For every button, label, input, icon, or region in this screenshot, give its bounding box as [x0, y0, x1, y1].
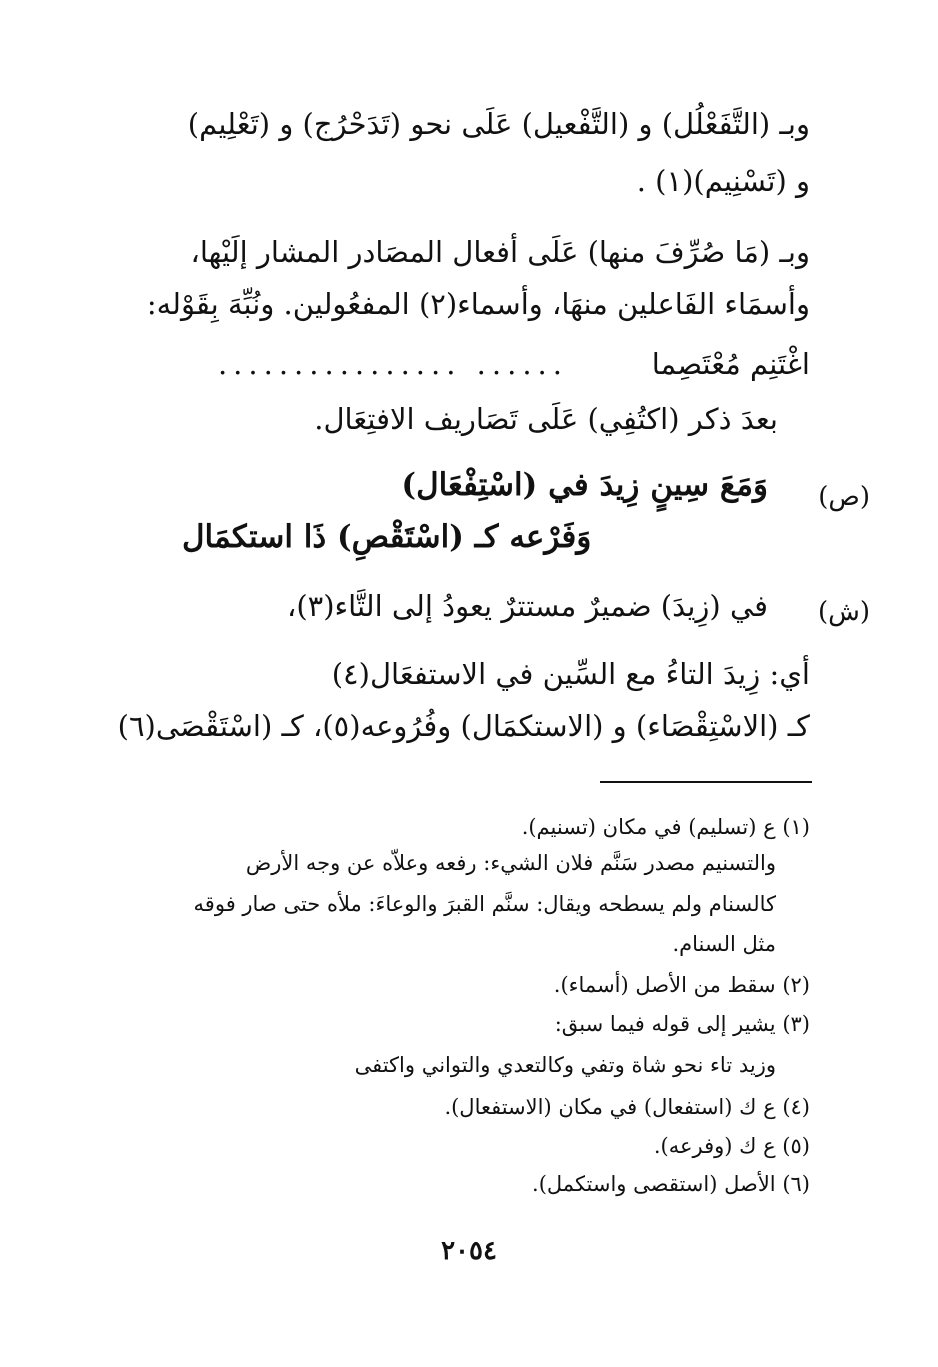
- footnote: (٤) ع ك (استفعال) في مكان (الاستفعال).: [444, 1095, 810, 1119]
- footnote: (٢) سقط من الأصل (أسماء).: [553, 973, 810, 997]
- text-line: وبـ (التَّفَعْلُل) و (التَّفْعيل) عَلَى نحو (تَدَحْرُج) و (تَعْلِيم): [187, 107, 810, 141]
- text-line: كـ (الاسْتِقْصَاء) و (الاستكمَال) وفُرُوعه(٥)، كـ (اسْتَقْصَى(٦): [117, 709, 810, 743]
- verse-line: وَمَعَ سِينٍ زِيدَ في (اسْتِفْعَال): [401, 467, 768, 503]
- verse-line: وَفَرْعه كـ (اسْتَقْصِ) ذَا استكمَال: [182, 519, 592, 555]
- page-number: ٢٠٥٤: [441, 1236, 497, 1266]
- footnote-continuation: كالسنام ولم يسطحه ويقال: سنَّم القبرَ والوعاءَ: ملأه حتى صار فوقه: [193, 892, 776, 916]
- footnote-divider: [600, 781, 812, 783]
- matn-marker: (ص): [818, 482, 870, 512]
- text-line: وأسمَاء الفَاعلين منهَا، وأسماء(٢) المفعُولين. ونُبِّهَ بِقَوْله:: [146, 287, 810, 321]
- text-line: و (تَسْنِيم)(١) .: [636, 164, 810, 198]
- text-line: بعدَ ذكر (اكتُفِي) عَلَى تَصَاريف الافتِعَال.: [314, 402, 778, 436]
- footnote: (٥) ع ك (وفرعه).: [653, 1134, 810, 1158]
- text-line: في (زِيدَ) ضميرٌ مستترٌ يعودُ إلى التَّاء(٣)،: [286, 589, 768, 623]
- sharh-marker: (ش): [817, 597, 870, 627]
- text-line: وبـ (مَا صُرِّفَ منها) عَلَى أفعال المصَادر المشار إلَيْها،: [190, 235, 810, 269]
- footnote: (٦) الأصل (استقصى واستكمل).: [532, 1172, 810, 1196]
- footnote-verse: وزيد تاء نحو شاة وتفي وكالتعدي والتواني واكتفى: [354, 1053, 776, 1077]
- footnote: (١) ع (تسليم) في مكان (تسنيم).: [521, 815, 810, 839]
- ellipsis-dots: ................ ......: [217, 347, 568, 381]
- footnote-continuation: مثل السنام.: [672, 932, 776, 956]
- quoted-verse-fragment: اغْتَنِم مُعْتَصِما: [651, 347, 810, 381]
- footnote-continuation: والتسنيم مصدر سَنَّم فلان الشيء: رفعه وعلاّه عن وجه الأرض: [245, 851, 776, 875]
- text-line: أي: زِيدَ التاءُ مع السِّين في الاستفعَال(٤): [331, 657, 810, 691]
- footnote: (٣) يشير إلى قوله فيما سبق:: [554, 1012, 810, 1036]
